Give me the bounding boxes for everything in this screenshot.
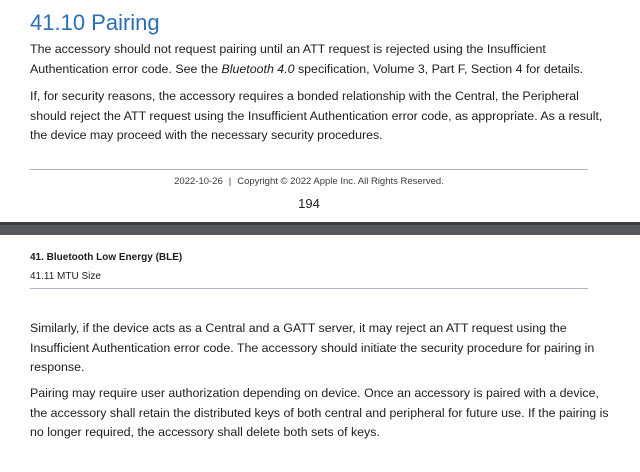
paragraph-1-text-start: The accessory should not request pairing until an ATT request is rejected using the Insufficient Authentication error code. See the [30,42,546,76]
running-header-section: 41.11 MTU Size [30,271,101,282]
body-paragraph-1 [30,40,615,79]
page-number: 194 [298,196,320,211]
page-gap-shadow [0,222,640,225]
spec-title-italic: Bluetooth 4.0 [221,61,295,76]
body-paragraph-4: Pairing may require user authorization depending on device. Once an accessory is paired with a device, the accessory shall retain the distributed keys of both central and peripheral for future use. If the pairing is no longer required, the accessory shall delete both sets of keys. [30,386,609,439]
footer-copyright: Copyright © 2022 Apple Inc. All Rights Reserved. [237,176,444,187]
footer-separator: | [228,176,232,187]
footer-divider [30,169,588,170]
body-paragraph-3: Similarly, if the device acts as a Central and a GATT server, it may reject an ATT request using the Insufficient Authentication error code. The accessory should initiate the security procedure for pairing in response. [30,321,595,374]
running-header-chapter: 41. Bluetooth Low Energy (BLE) [30,252,183,263]
section-heading: 41.10 Pairing [30,10,160,35]
body-paragraph-2: If, for security reasons, the accessory requires a bonded relationship with the Central, the Peripheral should reject the ATT request using the Insufficient Authentication error code, as appropriate. As a result, the device may proceed with the necessary security procedures. [30,89,603,142]
page-break-gap [0,222,640,235]
footer-date: 2022-10-26 [174,176,223,187]
paragraph-1-text-end: specification, Volume 3, Part F, Section 4 for details. [294,61,584,76]
header-divider [30,288,588,289]
page-footer [30,176,588,188]
